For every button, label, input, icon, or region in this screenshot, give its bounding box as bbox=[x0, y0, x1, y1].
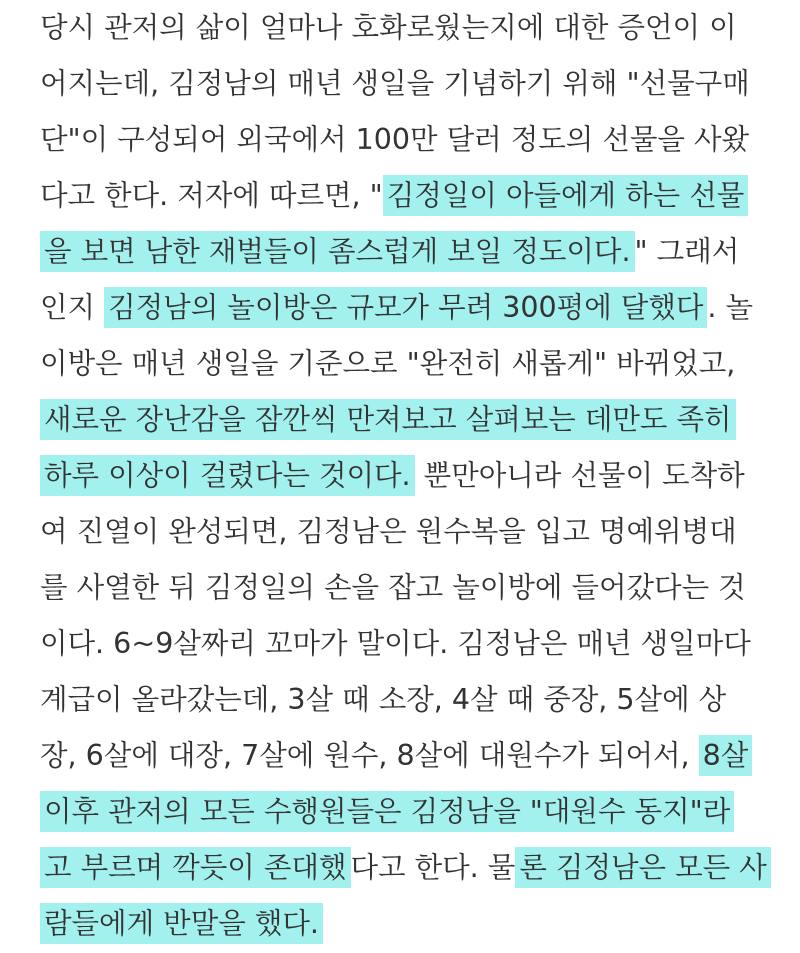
text-segment: 이다. 6~9살짜리 꼬마가 말이다. 김정남은 매년 생일마다 bbox=[40, 627, 751, 660]
text-line bbox=[40, 504, 737, 560]
text-line bbox=[40, 0, 737, 56]
text-segment: 어지는데, 김정남의 매년 생일을 기념하기 위해 "선물구매 bbox=[40, 67, 750, 100]
highlighted-text: 김정남의 놀이방은 규모가 무려 300평에 달했다 bbox=[104, 287, 707, 328]
text-line bbox=[40, 448, 745, 504]
highlighted-text: 론 김정남은 모든 사 bbox=[515, 847, 770, 888]
text-segment: 여 진열이 완성되면, 김정남은 원수복을 입고 명예위병대 bbox=[40, 515, 737, 548]
text-line bbox=[40, 392, 736, 448]
text-line bbox=[40, 784, 734, 840]
text-segment: 다고 한다. 물 bbox=[350, 851, 516, 884]
text-segment: . 놀 bbox=[707, 291, 754, 324]
text-line bbox=[40, 56, 750, 112]
text-line bbox=[40, 616, 751, 672]
text-segment: 다고 한다. 저자에 따르면, " bbox=[40, 179, 383, 212]
text-segment: 당시 관저의 삶이 얼마나 호화로웠는지에 대한 증언이 이 bbox=[40, 11, 737, 44]
text-line bbox=[40, 224, 739, 280]
text-segment: 장, 6살에 대장, 7살에 원수, 8살에 대원수가 되어서, bbox=[40, 739, 699, 772]
text-line bbox=[40, 168, 748, 224]
text-segment: 이방은 매년 생일을 기준으로 "완전히 새롭게" 바뀌었고, bbox=[40, 347, 736, 380]
text-segment: 를 사열한 뒤 김정일의 손을 잡고 놀이방에 들어갔다는 것 bbox=[40, 571, 746, 604]
highlighted-text: 을 보면 남한 재벌들이 좀스럽게 보일 정도이다. bbox=[40, 231, 635, 272]
text-segment: 뿐만아니라 선물이 도착하 bbox=[414, 459, 745, 492]
text-line bbox=[40, 336, 735, 392]
highlighted-text: 고 부르며 깍듯이 존대했 bbox=[40, 847, 351, 888]
text-line bbox=[40, 896, 323, 952]
text-segment: 단"이 구성되어 외국에서 100만 달러 정도의 선물을 사왔 bbox=[40, 123, 750, 156]
highlighted-text: 람들에게 반말을 했다. bbox=[40, 903, 323, 944]
highlighted-text: 하루 이상이 걸렸다는 것이다. bbox=[40, 455, 415, 496]
highlighted-text: 김정일이 아들에게 하는 선물 bbox=[383, 175, 749, 216]
text-line bbox=[40, 280, 753, 336]
highlighted-text: 새로운 장난감을 잠깐씩 만져보고 살펴보는 데만도 족히 bbox=[40, 399, 736, 440]
highlighted-text: 이후 관저의 모든 수행원들은 김정남을 "대원수 동지"라 bbox=[40, 791, 734, 832]
text-line bbox=[40, 672, 726, 728]
text-line bbox=[40, 728, 752, 784]
text-line bbox=[40, 112, 749, 168]
text-segment: 계급이 올라갔는데, 3살 때 소장, 4살 때 중장, 5살에 상 bbox=[40, 683, 727, 716]
text-segment: " 그래서 bbox=[634, 235, 740, 268]
text-segment: 인지 bbox=[40, 291, 105, 324]
text-line bbox=[40, 840, 771, 896]
text-line bbox=[40, 560, 746, 616]
highlighted-text: 8살 bbox=[699, 735, 753, 776]
